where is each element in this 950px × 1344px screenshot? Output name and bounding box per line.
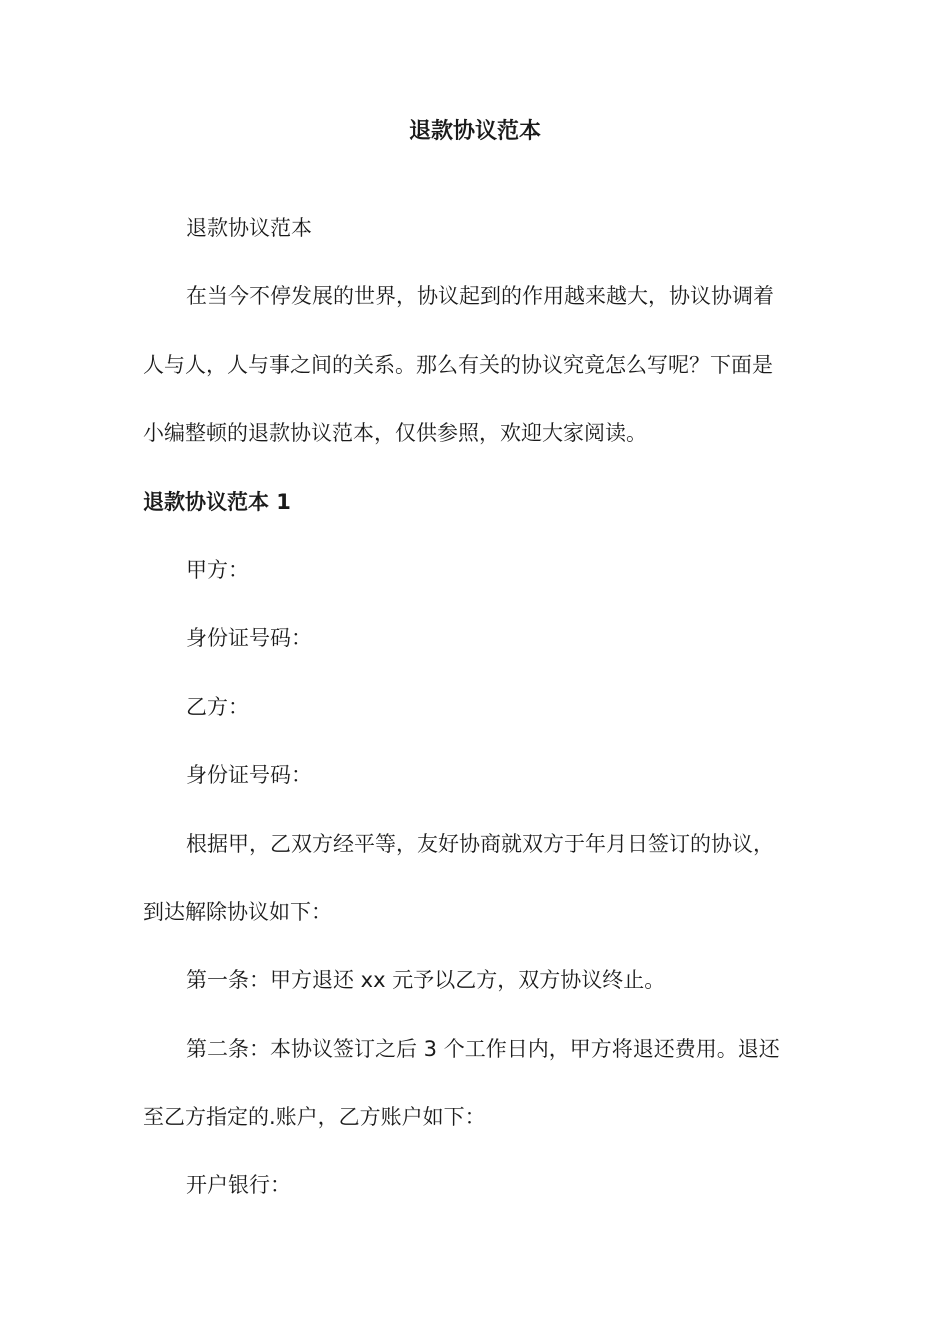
party-a-id-label: 身份证号码： [186, 626, 312, 651]
intro-paragraph-line-3: 小编整顿的退款协议范本，仅供参照，欢迎大家阅读。 [143, 421, 647, 446]
agreement-paragraph-line-1: 根据甲，乙双方经平等，友好协商就双方于年月日签订的协议， [186, 831, 774, 856]
page-title: 退款协议范本 [408, 119, 541, 144]
article-2-line-2: 至乙方指定的.账户，乙方账户如下： [143, 1105, 486, 1130]
party-b-label: 乙方： [186, 694, 249, 719]
article-2-line-1: 第二条：本协议签订之后 3 个工作日内，甲方将退还费用。退还 [186, 1036, 780, 1061]
intro-heading-line: 退款协议范本 [186, 216, 312, 240]
bank-label: 开户银行： [186, 1173, 291, 1198]
party-b-id-label: 身份证号码： [186, 763, 312, 788]
intro-paragraph-line-1: 在当今不停发展的世界，协议起到的作用越来越大，协议协调着 [186, 284, 774, 309]
agreement-paragraph-line-2: 到达解除协议如下： [143, 899, 332, 924]
section-heading: 退款协议范本 1 [143, 489, 291, 514]
party-a-label: 甲方： [186, 557, 249, 582]
document-body [143, 211, 808, 1237]
intro-paragraph-line-2: 人与人，人与事之间的关系。那么有关的协议究竟怎么写呢？下面是 [143, 352, 773, 377]
article-1: 第一条：甲方退还 xx 元予以乙方，双方协议终止。 [186, 968, 666, 993]
